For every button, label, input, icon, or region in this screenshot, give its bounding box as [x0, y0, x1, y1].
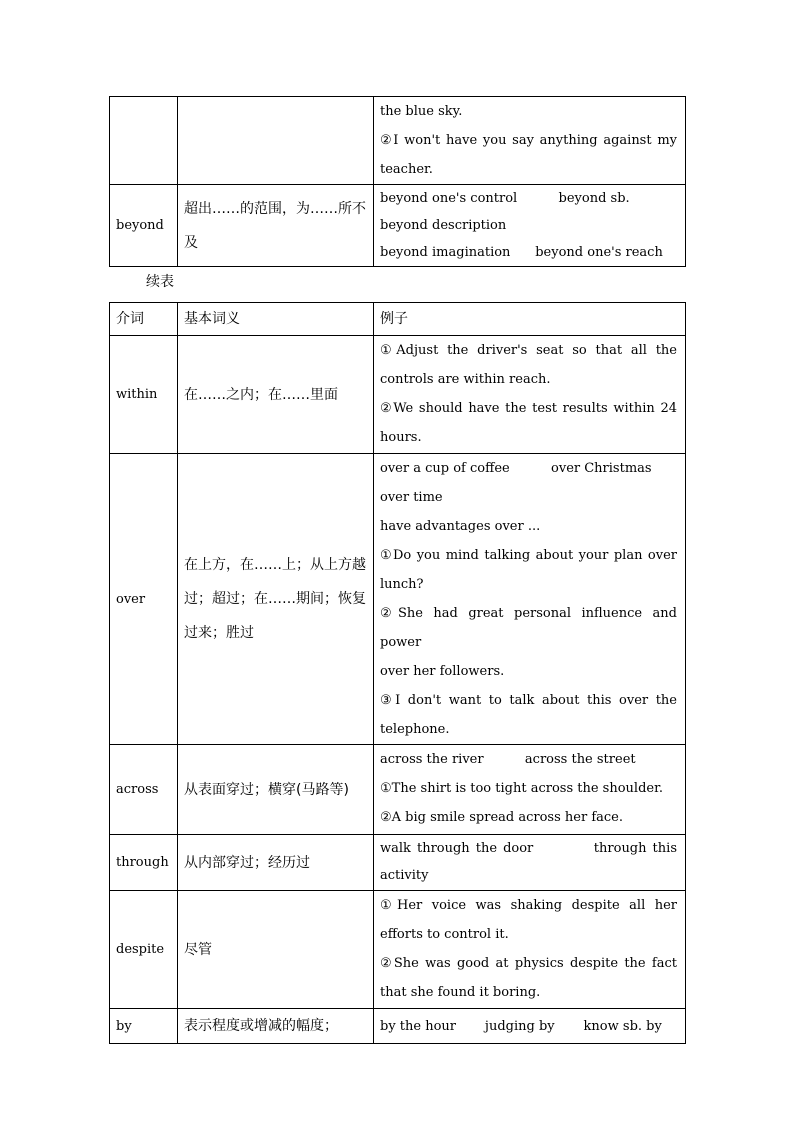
example-line: ①Her voice was shaking despite all her: [380, 898, 677, 913]
example-line: by the hour judging by know sb. by: [380, 1018, 662, 1034]
table-row: [110, 745, 686, 835]
example-line: ②A big smile spread across her face.: [380, 810, 623, 825]
table-row: [110, 1009, 686, 1044]
word-cell: beyond: [110, 185, 178, 267]
header-cell: 基本词义: [178, 303, 374, 336]
example-line: the blue sky.: [380, 104, 463, 119]
word-cell: by: [110, 1009, 178, 1044]
table-row: [110, 454, 686, 745]
example-line: that she found it boring.: [380, 985, 541, 1000]
meaning-cell: 超出……的范围，为……所不及: [178, 185, 374, 267]
header-cell: 介词: [110, 303, 178, 336]
word-cell: across: [110, 745, 178, 835]
example-cell: [374, 835, 686, 891]
example-line: beyond description: [380, 218, 507, 233]
example-line: walk through the door through this: [380, 841, 677, 856]
continued-label: 续表: [146, 274, 174, 290]
meaning-cell: [178, 97, 374, 185]
example-line: lunch?: [380, 577, 424, 592]
example-cell: [374, 1009, 686, 1044]
example-line: over a cup of coffee over Christmas: [380, 461, 652, 476]
table-row: [110, 891, 686, 1009]
example-line: ①The shirt is too tight across the shoulder.: [380, 781, 664, 796]
meaning-cell: 在……之内；在……里面: [178, 336, 374, 454]
example-line: efforts to control it.: [380, 927, 509, 942]
word-cell: within: [110, 336, 178, 454]
example-line: ②I won't have you say anything against my: [380, 133, 677, 148]
word-cell: through: [110, 835, 178, 891]
example-cell: [374, 185, 686, 267]
table-header-row: [110, 303, 686, 336]
meaning-cell: 表示程度或增减的幅度；: [178, 1009, 374, 1044]
example-line: beyond one's control beyond sb.: [380, 191, 630, 206]
meaning-cell: 在上方，在……上；从上方越过；超过；在……期间；恢复过来；胜过: [178, 454, 374, 745]
example-line: hours.: [380, 430, 422, 445]
example-line: have advantages over ...: [380, 519, 541, 534]
example-line: beyond imagination beyond one's reach: [380, 245, 663, 260]
example-cell: [374, 891, 686, 1009]
table-row: [110, 835, 686, 891]
example-line: telephone.: [380, 722, 450, 737]
table-row: [110, 185, 686, 267]
table-row: [110, 336, 686, 454]
example-line: over her followers.: [380, 664, 505, 679]
example-cell: [374, 97, 686, 185]
word-cell: despite: [110, 891, 178, 1009]
meaning-cell: 从内部穿过；经历过: [178, 835, 374, 891]
example-line: ①Adjust the driver's seat so that all the: [380, 343, 677, 358]
example-line: ①Do you mind talking about your plan over: [380, 548, 677, 563]
example-cell: [374, 745, 686, 835]
example-line: ②We should have the test results within 24: [380, 401, 677, 416]
example-line: ②She had great personal influence and power: [380, 606, 677, 650]
meaning-cell: 尽管: [178, 891, 374, 1009]
vocab-table: [109, 302, 686, 1044]
header-cell: 例子: [374, 303, 686, 336]
example-line: over time: [380, 490, 443, 505]
example-cell: [374, 454, 686, 745]
example-cell: [374, 336, 686, 454]
example-line: controls are within reach.: [380, 372, 551, 387]
example-line: activity: [380, 868, 429, 883]
meaning-cell: 从表面穿过；横穿(马路等): [178, 745, 374, 835]
example-line: ②She was good at physics despite the fact: [380, 956, 677, 971]
example-line: ③I don't want to talk about this over the: [380, 693, 677, 708]
table-row: [110, 97, 686, 185]
word-cell: [110, 97, 178, 185]
example-line: across the river across the street: [380, 752, 636, 767]
example-line: teacher.: [380, 162, 433, 177]
vocab-table-top: [109, 96, 686, 267]
word-cell: over: [110, 454, 178, 745]
